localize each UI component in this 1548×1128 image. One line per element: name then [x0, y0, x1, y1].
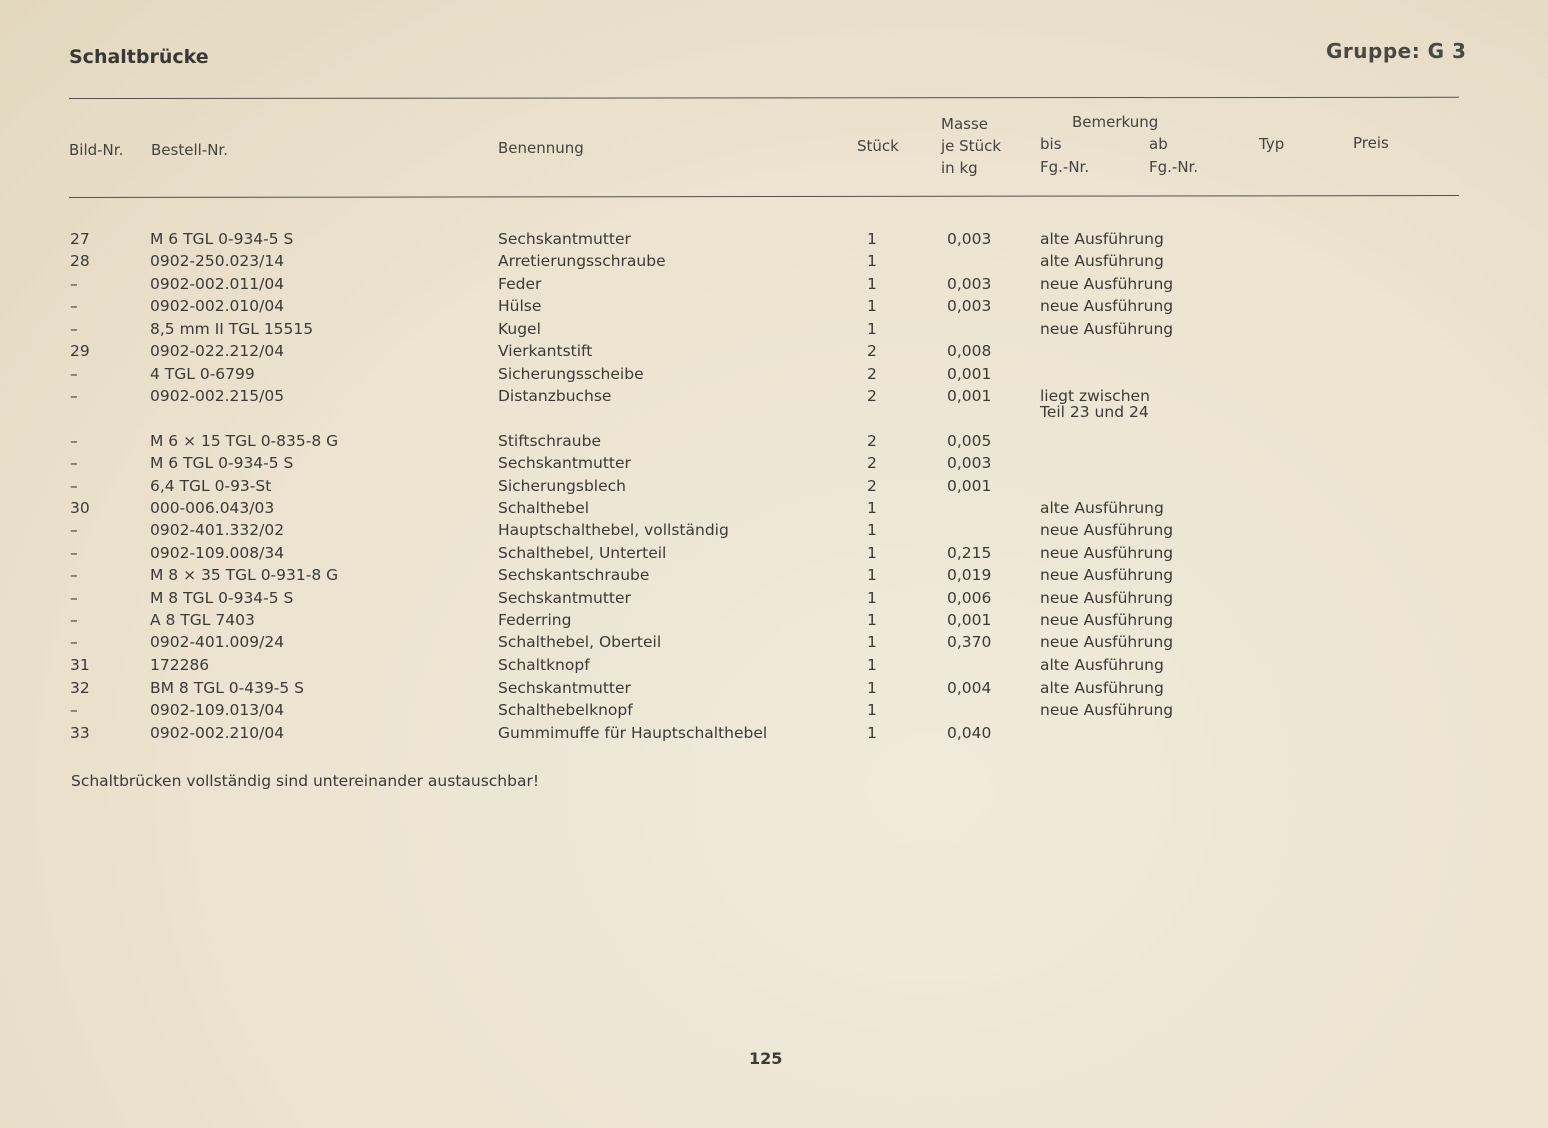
bestell-nr-cell: 000-006.043/03 [150, 499, 275, 517]
bild-nr-cell: 28 [70, 252, 90, 270]
benennung-cell: Sechskantmutter [498, 679, 631, 697]
bestell-nr-cell: 0902-002.210/04 [150, 724, 285, 742]
stueck-cell: 2 [867, 477, 877, 495]
stueck-cell: 2 [867, 432, 877, 450]
bild-nr-cell: – [70, 701, 78, 719]
masse-cell: 0,001 [947, 477, 992, 495]
benennung-cell: Schalthebelknopf [498, 701, 633, 719]
masse-cell: 0,001 [947, 365, 992, 383]
bestell-nr-cell: M 6 × 15 TGL 0-835-8 G [150, 432, 339, 450]
table-row [0, 609, 1548, 631]
benennung-cell: Schalthebel, Oberteil [498, 633, 662, 651]
benennung-cell: Sechskantmutter [498, 230, 631, 248]
bild-nr-cell: – [70, 589, 78, 607]
bild-nr-cell: 31 [70, 656, 90, 674]
top-rule [69, 97, 1459, 99]
stueck-cell: 1 [867, 566, 877, 584]
bild-nr-cell: – [70, 320, 78, 338]
header-masse-1: Masse [941, 115, 988, 133]
benennung-cell: Schalthebel, Unterteil [498, 544, 667, 562]
masse-cell: 0,005 [947, 432, 992, 450]
stueck-cell: 2 [867, 387, 877, 405]
table-row [0, 587, 1548, 609]
header-bemerkung: Bemerkung [1072, 113, 1159, 131]
benennung-cell: Hülse [498, 297, 542, 315]
bemerkung-cell: alte Ausführung [1040, 230, 1164, 248]
table-row [0, 722, 1548, 744]
benennung-cell: Schaltknopf [498, 656, 590, 674]
stueck-cell: 1 [867, 633, 877, 651]
table-row [0, 273, 1548, 295]
bild-nr-cell: – [70, 432, 78, 450]
bemerkung-cell: neue Ausführung [1040, 633, 1174, 651]
bestell-nr-cell: M 8 × 35 TGL 0-931-8 G [150, 566, 339, 584]
stueck-cell: 1 [867, 275, 877, 293]
stueck-cell: 1 [867, 297, 877, 315]
table-row [0, 340, 1548, 362]
header-bild-nr: Bild-Nr. [69, 141, 124, 159]
table-row [0, 564, 1548, 586]
header-bestell-nr: Bestell-Nr. [151, 141, 228, 159]
header-fg-nr-ab: Fg.-Nr. [1149, 158, 1199, 176]
benennung-cell: Distanzbuchse [498, 387, 612, 405]
bestell-nr-cell: 0902-002.215/05 [150, 387, 285, 405]
bild-nr-cell: – [70, 633, 78, 651]
benennung-cell: Arretierungsschraube [498, 252, 666, 270]
header-masse-3: in kg [941, 159, 978, 177]
benennung-cell: Kugel [498, 320, 541, 338]
stueck-cell: 1 [867, 701, 877, 719]
bild-nr-cell: 27 [70, 230, 90, 248]
masse-cell: 0,019 [947, 566, 992, 584]
benennung-cell: Vierkantstift [498, 342, 593, 360]
bemerkung-cell: neue Ausführung [1040, 544, 1174, 562]
bemerkung-cell: liegt zwischen [1040, 387, 1150, 405]
benennung-cell: Stiftschraube [498, 432, 601, 450]
header-benennung: Benennung [498, 139, 584, 157]
table-row [0, 363, 1548, 385]
bestell-nr-cell: M 6 TGL 0-934-5 S [150, 454, 294, 472]
masse-cell: 0,040 [947, 724, 992, 742]
table-row [0, 228, 1548, 250]
continuation-note: Teil 23 und 24 [1040, 403, 1149, 421]
bemerkung-cell: neue Ausführung [1040, 589, 1174, 607]
table-row [0, 318, 1548, 340]
bestell-nr-cell: M 8 TGL 0-934-5 S [150, 589, 294, 607]
masse-cell: 0,003 [947, 230, 992, 248]
stueck-cell: 1 [867, 230, 877, 248]
bemerkung-cell: neue Ausführung [1040, 611, 1174, 629]
bemerkung-cell: alte Ausführung [1040, 499, 1164, 517]
table-row [0, 295, 1548, 317]
stueck-cell: 1 [867, 521, 877, 539]
table-row [0, 475, 1548, 497]
benennung-cell: Sechskantmutter [498, 454, 631, 472]
bestell-nr-cell: 0902-002.011/04 [150, 275, 285, 293]
masse-cell: 0,001 [947, 387, 992, 405]
bestell-nr-cell: 0902-401.009/24 [150, 633, 285, 651]
bild-nr-cell: – [70, 544, 78, 562]
page-number: 125 [749, 1049, 783, 1068]
benennung-cell: Sicherungsscheibe [498, 365, 644, 383]
stueck-cell: 1 [867, 499, 877, 517]
stueck-cell: 1 [867, 544, 877, 562]
stueck-cell: 2 [867, 342, 877, 360]
benennung-cell: Sechskantmutter [498, 589, 631, 607]
bemerkung-cell: neue Ausführung [1040, 701, 1174, 719]
bemerkung-cell: alte Ausführung [1040, 656, 1164, 674]
bemerkung-cell: alte Ausführung [1040, 252, 1164, 270]
bemerkung-cell: neue Ausführung [1040, 521, 1174, 539]
bemerkung-cell: alte Ausführung [1040, 679, 1164, 697]
benennung-cell: Schalthebel [498, 499, 590, 517]
header-preis: Preis [1353, 134, 1389, 152]
benennung-cell: Sicherungsblech [498, 477, 626, 495]
benennung-cell: Federring [498, 611, 572, 629]
bestell-nr-cell: 0902-250.023/14 [150, 252, 285, 270]
bestell-nr-cell: 6,4 TGL 0-93-St [150, 477, 272, 495]
bemerkung-cell: neue Ausführung [1040, 566, 1174, 584]
header-stueck: Stück [857, 137, 899, 155]
header-masse-2: je Stück [941, 137, 1002, 155]
bestell-nr-cell: 0902-401.332/02 [150, 521, 285, 539]
bestell-nr-cell: 0902-109.013/04 [150, 701, 285, 719]
bestell-nr-cell: M 6 TGL 0-934-5 S [150, 230, 294, 248]
header-ab: ab [1149, 135, 1168, 153]
bild-nr-cell: – [70, 365, 78, 383]
masse-cell: 0,006 [947, 589, 992, 607]
table-row [0, 631, 1548, 653]
bild-nr-cell: 29 [70, 342, 90, 360]
bestell-nr-cell: BM 8 TGL 0-439-5 S [150, 679, 305, 697]
stueck-cell: 1 [867, 679, 877, 697]
benennung-cell: Sechskantschraube [498, 566, 650, 584]
bestell-nr-cell: 8,5 mm II TGL 15515 [150, 320, 314, 338]
stueck-cell: 2 [867, 365, 877, 383]
table-row [0, 654, 1548, 676]
masse-cell: 0,008 [947, 342, 992, 360]
bemerkung-cell: neue Ausführung [1040, 297, 1174, 315]
header-bis: bis [1040, 135, 1062, 153]
benennung-cell: Gummimuffe für Hauptschalthebel [498, 724, 768, 742]
bild-nr-cell: – [70, 477, 78, 495]
bild-nr-cell: 30 [70, 499, 90, 517]
masse-cell: 0,003 [947, 454, 992, 472]
bild-nr-cell: – [70, 387, 78, 405]
bestell-nr-cell: 0902-002.010/04 [150, 297, 285, 315]
stueck-cell: 2 [867, 454, 877, 472]
bemerkung-cell: neue Ausführung [1040, 275, 1174, 293]
bemerkung-cell: neue Ausführung [1040, 320, 1174, 338]
bestell-nr-cell: 0902-109.008/34 [150, 544, 285, 562]
table-row [0, 542, 1548, 564]
stueck-cell: 1 [867, 320, 877, 338]
masse-cell: 0,370 [947, 633, 992, 651]
header-rule [69, 195, 1459, 198]
table-row [0, 452, 1548, 474]
bild-nr-cell: – [70, 297, 78, 315]
bild-nr-cell: – [70, 611, 78, 629]
stueck-cell: 1 [867, 252, 877, 270]
masse-cell: 0,003 [947, 297, 992, 315]
table-row [0, 385, 1548, 407]
bestell-nr-cell: 172286 [150, 656, 210, 674]
bestell-nr-cell: 4 TGL 0-6799 [150, 365, 255, 383]
footer-note: Schaltbrücken vollständig sind untereinander austauschbar! [71, 772, 540, 790]
masse-cell: 0,003 [947, 275, 992, 293]
header-typ: Typ [1259, 135, 1285, 153]
table-row [0, 677, 1548, 699]
page-title: Schaltbrücke [69, 46, 209, 68]
stueck-cell: 1 [867, 724, 877, 742]
benennung-cell: Hauptschalthebel, vollständig [498, 521, 729, 539]
bestell-nr-cell: A 8 TGL 7403 [150, 611, 255, 629]
bild-nr-cell: – [70, 454, 78, 472]
stueck-cell: 1 [867, 656, 877, 674]
stueck-cell: 1 [867, 589, 877, 607]
bild-nr-cell: – [70, 521, 78, 539]
masse-cell: 0,001 [947, 611, 992, 629]
table-row [0, 497, 1548, 519]
bild-nr-cell: – [70, 566, 78, 584]
stueck-cell: 1 [867, 611, 877, 629]
table-row [0, 430, 1548, 452]
masse-cell: 0,004 [947, 679, 992, 697]
table-row [0, 250, 1548, 272]
bestell-nr-cell: 0902-022.212/04 [150, 342, 285, 360]
table-row [0, 519, 1548, 541]
bild-nr-cell: 33 [70, 724, 90, 742]
benennung-cell: Feder [498, 275, 542, 293]
header-fg-nr-bis: Fg.-Nr. [1040, 158, 1090, 176]
table-row [0, 699, 1548, 721]
masse-cell: 0,215 [947, 544, 992, 562]
bild-nr-cell: 32 [70, 679, 90, 697]
bild-nr-cell: – [70, 275, 78, 293]
group-label: Gruppe: G 3 [1326, 39, 1467, 63]
